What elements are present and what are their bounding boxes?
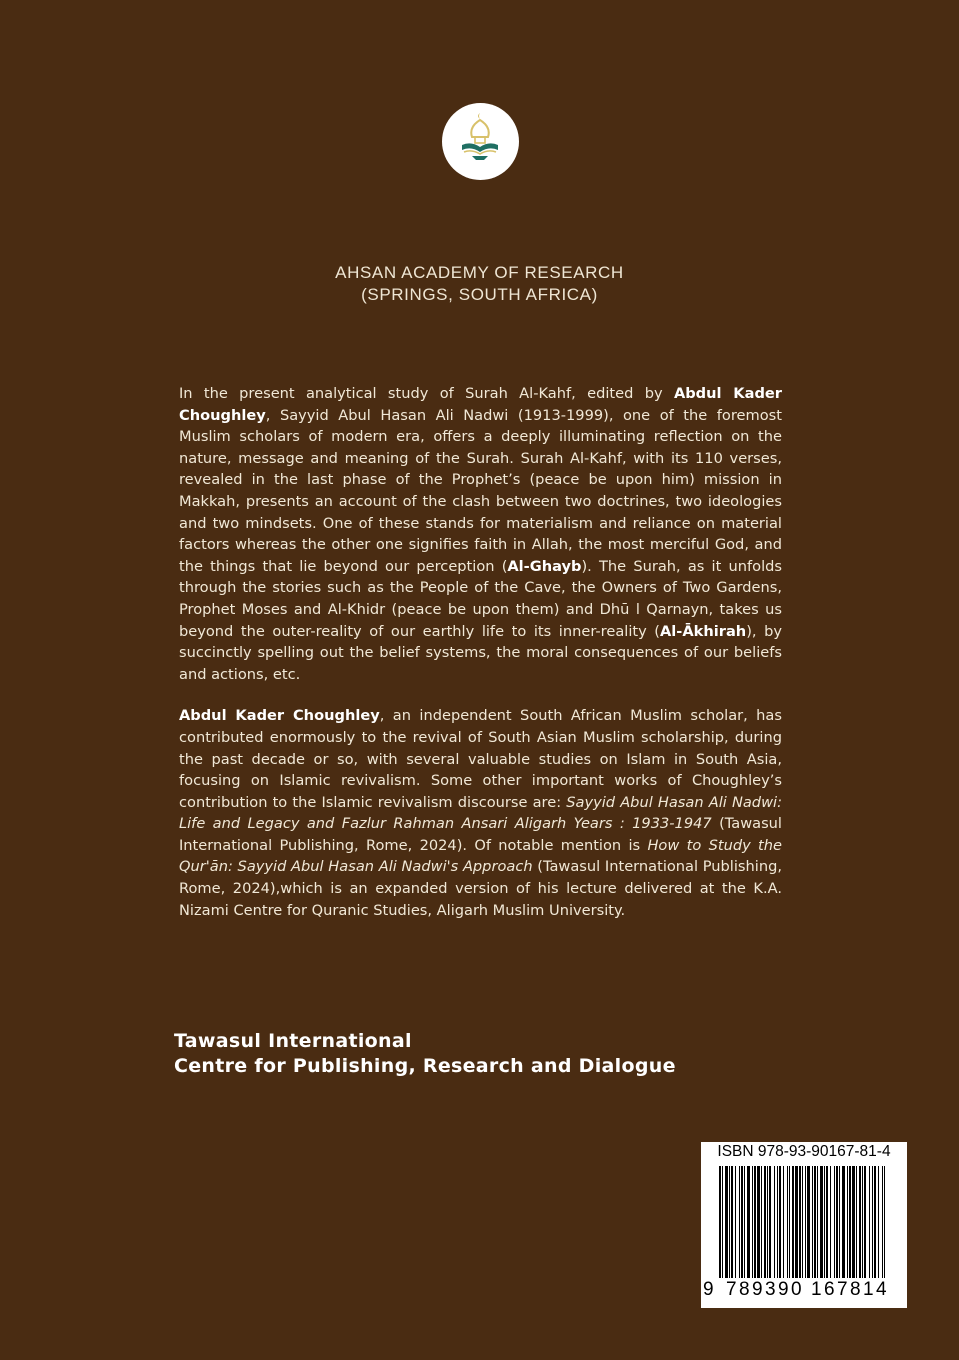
barcode-digit: 1	[863, 1279, 874, 1300]
barcode-bar	[814, 1166, 816, 1278]
p2-title-1: Sayyid Abul Hasan Ali Nadwi: Life and Legacy and Fazlur Rahman Ansari Aligarh Years : 1933-1947	[179, 793, 782, 833]
p1-text-2: , Sayyid Abul Hasan Ali Nadwi (1913-1999), one of the foremost Muslim scholars of modern era, offers a deeply illuminating reflection on the nature, message and meaning of the Surah. Surah Al-Kahf, with its 110 verses, revealed in the last phase of the Prophet’s (peace be upon him) mission in Makkah, presents an account of the clash between two doctrines, two ideologies and two mindsets. One of these stands for materialism and reliance on material factors whereas the other one signifies faith in Allah, the most merciful God, and the things that lie beyond our perception (	[179, 406, 782, 575]
barcode-digit: 7	[726, 1279, 737, 1300]
barcode-bar	[777, 1166, 778, 1278]
barcode-bar	[882, 1166, 883, 1278]
barcode-bar	[739, 1166, 740, 1278]
p2-author-name: Abdul Kader Choughley	[179, 707, 380, 725]
barcode-digit: 9	[778, 1279, 789, 1300]
p2-text-1: , an independent South African Muslim scholar, has contributed enormously to the revival of South Asian Muslim scholarship, during the past decade or so, with several valuable studies on Islam in South Asia, focusing on Islamic revivalism. Some other important works of Choughley’s contribution to the Islamic revivalism discourse are:	[179, 707, 782, 811]
barcode-bar	[872, 1166, 873, 1278]
barcode-bar	[836, 1166, 838, 1278]
paragraph-author	[179, 705, 782, 921]
barcode-bar	[764, 1166, 766, 1278]
publisher-line-2: Centre for Publishing, Research and Dialogue	[174, 1055, 676, 1077]
barcode-bar	[878, 1166, 879, 1278]
barcode-bar	[812, 1166, 813, 1278]
p1-text-4: ), by succinctly spelling out the belief systems, the moral consequences of our beliefs and actions, etc.	[179, 622, 782, 683]
isbn-barcode	[701, 1142, 907, 1308]
isbn-label: ISBN 978-93-90167-81-4	[717, 1143, 891, 1160]
barcode-digit: 9	[752, 1279, 763, 1300]
barcode-bar	[719, 1166, 721, 1278]
barcode-digit: 1	[811, 1279, 822, 1300]
barcode-bar	[779, 1166, 781, 1278]
barcode-bar	[722, 1166, 723, 1278]
barcode-bar	[799, 1166, 801, 1278]
barcode-bar	[754, 1166, 756, 1278]
barcode-bar	[787, 1166, 788, 1278]
barcode-bar	[856, 1166, 857, 1278]
barcode-bar	[842, 1166, 845, 1278]
barcode-bar	[735, 1166, 736, 1278]
publisher-name	[174, 1029, 676, 1079]
academy-logo	[442, 103, 519, 180]
barcode-bar	[824, 1166, 825, 1278]
barcode-bar	[807, 1166, 810, 1278]
barcode-bar	[826, 1166, 828, 1278]
barcode-bar	[849, 1166, 851, 1278]
barcode-bar	[805, 1166, 806, 1278]
barcode-digit: 3	[765, 1279, 776, 1300]
barcode-bars	[719, 1166, 889, 1286]
barcode-digit: 6	[824, 1279, 835, 1300]
academy-line-1: AHSAN ACADEMY OF RESEARCH	[335, 263, 624, 282]
p1-text-3: ). The Surah, as it unfolds through the stories such as the People of the Cave, the Owners of Two Gardens, Prophet Moses and Al-Khidr (peace be upon them) and Dhū l Qarnayn, takes us beyond the outer-reality of our earthly life to its inner-reality (	[179, 557, 782, 640]
paragraph-study	[179, 383, 782, 685]
barcode-bar	[769, 1166, 771, 1278]
barcode-bar	[817, 1166, 818, 1278]
barcode-bar	[859, 1166, 861, 1278]
barcode-bar	[839, 1166, 840, 1278]
barcode-bar	[884, 1166, 885, 1278]
p1-term-ghayb: Al-Ghayb	[507, 557, 582, 575]
p1-text-1: In the present analytical study of Surah Al-Kahf, edited by	[179, 385, 674, 402]
barcode-bar	[767, 1166, 768, 1278]
barcode-digit: 8	[850, 1279, 861, 1300]
barcode-bar	[752, 1166, 753, 1278]
barcode-bar	[869, 1166, 870, 1278]
barcode-bar	[774, 1166, 775, 1278]
barcode-bar	[725, 1166, 728, 1278]
publisher-line-1: Tawasul International	[174, 1030, 412, 1052]
p2-text-2: (Tawasul International Publishing, Rome, 2024). Of notable mention is	[179, 815, 782, 854]
barcode-bar	[747, 1166, 750, 1278]
barcode-bar	[820, 1166, 823, 1278]
barcode-digit: 7	[837, 1279, 848, 1300]
barcode-bar	[744, 1166, 745, 1278]
barcode-bar	[789, 1166, 790, 1278]
barcode-bar	[761, 1166, 762, 1278]
barcode-bar	[802, 1166, 803, 1278]
barcode-bar	[874, 1166, 876, 1278]
barcode-digit: 4	[876, 1279, 887, 1300]
barcode-digit: 9	[703, 1279, 714, 1300]
p2-title-2: How to Study the Qur'ān: Sayyid Abul Hasan Ali Nadwi's Approach	[179, 836, 782, 876]
barcode-bar	[783, 1166, 784, 1278]
academy-name	[0, 262, 959, 306]
barcode-bar	[862, 1166, 863, 1278]
barcode-bar	[741, 1166, 743, 1278]
academy-line-2: (SPRINGS, SOUTH AFRICA)	[361, 285, 598, 304]
p2-text-3: (Tawasul International Publishing, Rome, 2024),which is an expanded version of his lecture delivered at the K.A. Nizami Centre for Quranic Studies, Aligarh Muslim University.	[179, 858, 782, 919]
p1-term-akhirah: Al-Ākhirah	[660, 622, 747, 640]
barcode-bar	[830, 1166, 831, 1278]
barcode-digit: 8	[739, 1279, 750, 1300]
mosque-book-logo-icon	[442, 103, 519, 180]
barcode-bar	[847, 1166, 848, 1278]
barcode-bar	[834, 1166, 835, 1278]
barcode-bar	[729, 1166, 730, 1278]
barcode-bar	[792, 1166, 794, 1278]
barcode-bar	[852, 1166, 855, 1278]
barcode-bar	[731, 1166, 733, 1278]
p1-editor-name: Abdul Kader Choughley	[179, 385, 782, 424]
blurb	[179, 383, 782, 941]
barcode-digit: 0	[791, 1279, 802, 1300]
barcode-bar	[757, 1166, 760, 1278]
barcode-bar	[864, 1166, 866, 1278]
barcode-bar	[795, 1166, 798, 1278]
